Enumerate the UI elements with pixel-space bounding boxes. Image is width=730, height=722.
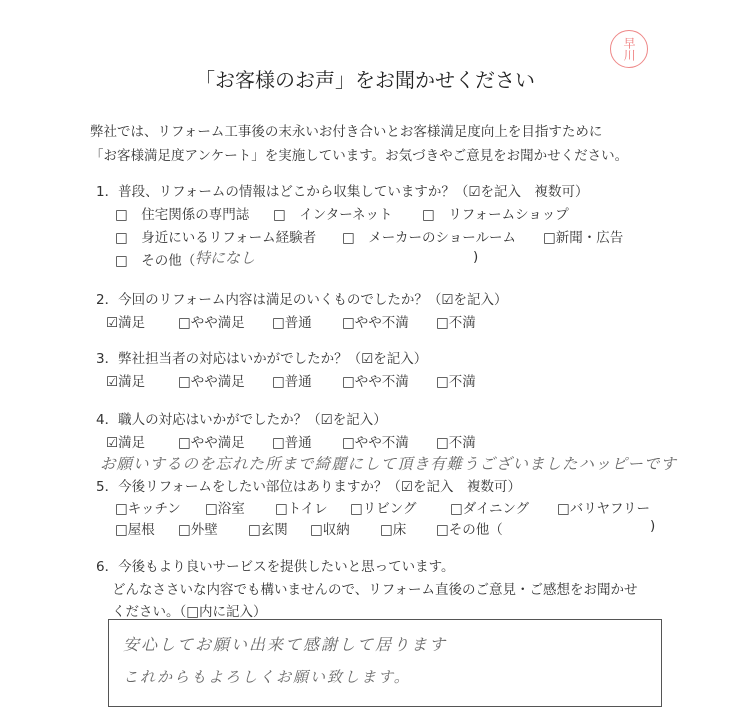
q1-close-paren: ) bbox=[473, 249, 479, 265]
q2-question: 2．今回のリフォーム内容は満足のいくものでしたか？（☑を記入） bbox=[96, 292, 508, 308]
q1-option[interactable]: □ インターネット bbox=[273, 207, 393, 223]
q5-option[interactable]: □収納 bbox=[310, 522, 350, 538]
q5-option[interactable]: □リビング bbox=[350, 501, 417, 517]
q4-option[interactable]: ☑満足 bbox=[106, 435, 146, 451]
q1-option[interactable]: □ 住宅関係の専門誌 bbox=[115, 207, 250, 223]
q6-answer-box[interactable] bbox=[108, 619, 662, 707]
q5-option[interactable]: □キッチン bbox=[115, 501, 181, 517]
q2-option[interactable]: □普通 bbox=[272, 315, 312, 331]
q4-question: 4．職人の対応はいかがでしたか？（☑を記入） bbox=[96, 412, 387, 428]
q6-question: ください。（□内に記入） bbox=[112, 604, 267, 620]
q5-option[interactable]: □屋根 bbox=[115, 522, 155, 538]
q5-option[interactable]: □外壁 bbox=[178, 522, 218, 538]
page-title: 「お客様のお声」をお聞かせください bbox=[195, 68, 535, 92]
q1-question: 1．普段、リフォームの情報はどこから収集していますか？（☑を記入 複数可） bbox=[96, 184, 589, 200]
intro-line: 弊社では、リフォーム工事後の末永いお付き合いとお客様満足度向上を目指すために bbox=[90, 124, 603, 140]
q3-question: 3．弊社担当者の対応はいかがでしたか？（☑を記入） bbox=[96, 351, 428, 367]
q5-option[interactable]: □ダイニング bbox=[450, 501, 530, 517]
q1-other-answer[interactable]: 特になし bbox=[195, 249, 256, 267]
intro-line: 「お客様満足度アンケート」を実施しています。お気づきやご意見をお聞かせください。 bbox=[90, 148, 629, 164]
q6-answer-line: 安心してお願い出来て感謝して居ります bbox=[123, 635, 448, 654]
q3-option[interactable]: □不満 bbox=[436, 374, 476, 390]
q5-option[interactable]: □その他（ bbox=[436, 522, 503, 538]
q5-close-paren: ) bbox=[650, 518, 656, 534]
q1-option[interactable]: □ その他（ bbox=[115, 253, 196, 269]
q1-option[interactable]: □ リフォームショップ bbox=[422, 207, 569, 223]
q4-option[interactable]: □やや不満 bbox=[342, 435, 409, 451]
seal-stamp: 早川 bbox=[610, 30, 648, 68]
q6-question: 6．今後もより良いサービスを提供したいと思っています。 bbox=[96, 559, 455, 575]
q6-answer-line: これからもよろしくお願い致します。 bbox=[123, 668, 411, 686]
q2-option[interactable]: ☑満足 bbox=[106, 315, 146, 331]
q3-option[interactable]: □やや満足 bbox=[178, 374, 245, 390]
q4-option[interactable]: □不満 bbox=[436, 435, 476, 451]
q3-option[interactable]: □やや不満 bbox=[342, 374, 409, 390]
q1-option[interactable]: □ メーカーのショールーム bbox=[342, 230, 516, 246]
q4-option[interactable]: □やや満足 bbox=[178, 435, 245, 451]
q4-option[interactable]: □普通 bbox=[272, 435, 312, 451]
q1-option[interactable]: □ 身近にいるリフォーム経験者 bbox=[115, 230, 317, 246]
q5-option[interactable]: □玄関 bbox=[248, 522, 288, 538]
q3-option[interactable]: ☑満足 bbox=[106, 374, 146, 390]
q4-handwritten-comment: お願いするのを忘れた所まで綺麗にして頂き有難うございましたハッピーです bbox=[100, 455, 677, 473]
q2-option[interactable]: □不満 bbox=[436, 315, 476, 331]
q5-option[interactable]: □バリヤフリー bbox=[557, 501, 650, 517]
q1-option[interactable]: □新聞・広告 bbox=[543, 230, 624, 246]
q6-question: どんなささいな内容でも構いませんので、リフォーム直後のご意見・ご感想をお聞かせ bbox=[112, 582, 638, 598]
q3-option[interactable]: □普通 bbox=[272, 374, 312, 390]
q5-option[interactable]: □トイレ bbox=[275, 501, 328, 517]
q5-option[interactable]: □床 bbox=[380, 522, 407, 538]
q2-option[interactable]: □やや不満 bbox=[342, 315, 409, 331]
q2-option[interactable]: □やや満足 bbox=[178, 315, 245, 331]
q5-question: 5．今後リフォームをしたい部位はありますか？（☑を記入 複数可） bbox=[96, 479, 522, 495]
q5-option[interactable]: □浴室 bbox=[205, 501, 245, 517]
